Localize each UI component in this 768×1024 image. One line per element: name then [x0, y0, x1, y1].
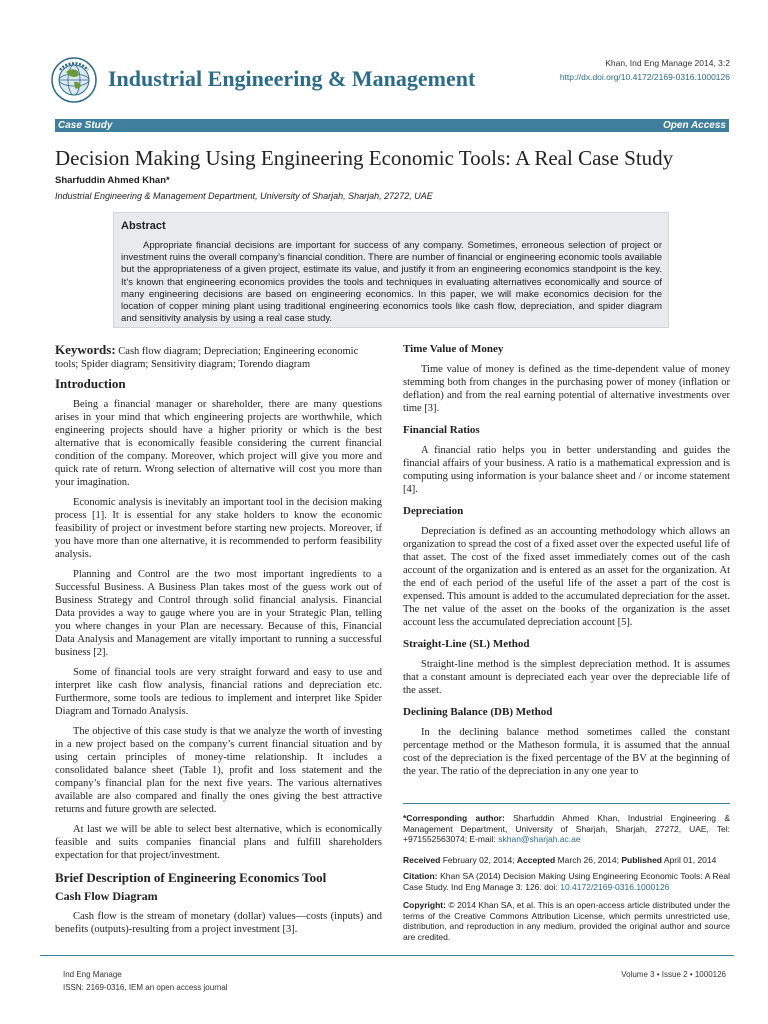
article-type-bar	[55, 119, 729, 132]
corresponding-author-note	[403, 813, 730, 845]
straight-line-heading: Straight-Line (SL) Method	[403, 638, 530, 650]
footer-divider	[40, 955, 734, 956]
keywords-text: Cash flow diagram; Depreciation; Engineering economic tools; Spider diagram; Sensitivity diagram; Torendo diagram	[55, 346, 359, 370]
paragraph: Cash flow is the stream of monetary (dollar) values—costs (inputs) and benefits (outputs)-resulting from a project investment [3].	[55, 911, 382, 935]
footer-issn: ISSN: 2169-0316, IEM an open access journal	[63, 983, 228, 992]
article-type-label: Case Study	[58, 120, 113, 131]
copyright-note	[403, 900, 730, 942]
left-column	[55, 377, 382, 943]
article-title: Decision Making Using Engineering Economic Tools: A Real Case Study	[55, 146, 674, 170]
paragraph: Time value of money is defined as the time-dependent value of money stemming both from changes in the purchasing power of money (inflation or deflation) and from the real earning potential of alternative investments over time [3].	[403, 364, 730, 414]
copyright-label: Copyright:	[403, 900, 446, 910]
introduction-heading: Introduction	[55, 376, 126, 391]
corresponding-text: Sharfuddin Ahmed Khan, Industrial Engineering & Management Department, University of Sharjah, Sharjah, 27272, UAE, Tel: +971552563074; E-mail:	[403, 813, 730, 844]
time-value-heading: Time Value of Money	[403, 343, 504, 355]
citation-label: Citation:	[403, 871, 438, 881]
footer-volume-issue: Volume 3 • Issue 2 • 1000126	[621, 970, 726, 979]
paragraph: Economic analysis is inevitably an important tool in the decision making process [1]. It is essential for any stake holders to know the economic feasibility of project or investment before starting new projects. Moreover, if you have more than one alternative, it is recommended to perform feasibility analysis.	[55, 497, 382, 560]
paragraph: A financial ratio helps you in better understanding and guides the financial affairs of your business. A ratio is a mathematical expression and is computing using information is your balance sheet and / or income statement [4].	[403, 445, 730, 495]
author-affiliation: Industrial Engineering & Management Department, University of Sharjah, Sharjah, 27272, UAE	[55, 191, 433, 201]
paragraph: Some of financial tools are very straight forward and easy to use and interpret like cash flow analysis, financial rations and depreciation etc. Furthermore, some tools are tedious to implement and interpret like Spider Diagram and Tornado Analysis.	[55, 667, 382, 717]
journal-logo	[50, 56, 98, 104]
citation-note	[403, 871, 730, 892]
citation-text: Khan SA (2014) Decision Making Using Engineering Economic Tools: A Real Case Study. Ind Eng Manage 3: 126. doi:	[403, 871, 730, 892]
keywords	[55, 343, 382, 371]
abstract-heading: Abstract	[121, 220, 166, 232]
published-date: April 01, 2014	[663, 855, 717, 865]
paragraph: The objective of this case study is that we analyze the worth of investing in a new project based on the company’s current financial situation and by using certain principles of money-time relationship. It includes a consolidated balance sheet (Table 1), profit and loss statement and the company’s financial plan for the next five years. The various alternatives available are also compared and finally the ones giving the best attractive returns and future growth are selected.	[55, 726, 382, 815]
paragraph: In the declining balance method sometimes called the constant percentage method or the Matheson formula, it is assumed that the annual cost of the depreciation is the fixed percentage of the BV at the beginning of the year. The ratio of the depreciation in any one year to	[403, 727, 730, 777]
financial-ratios-heading: Financial Ratios	[403, 424, 480, 436]
received-label: Received	[403, 855, 441, 865]
citation-doi-link[interactable]: 10.4172/2169-0316.1000126	[560, 881, 670, 892]
accepted-label: Accepted	[516, 855, 556, 865]
footnote-divider	[403, 803, 730, 804]
author-email-link[interactable]: skhan@sharjah.ac.ae	[498, 834, 581, 844]
received-date: February 02, 2014;	[442, 855, 515, 865]
copyright-text: © 2014 Khan SA, et al. This is an open-access article distributed under the terms of the Creative Commons Attribution License, which permits unrestricted use, distribution, and reproduction in any medium, provided the original author and source are credited.	[403, 900, 730, 942]
accepted-date: March 26, 2014;	[557, 855, 619, 865]
cash-flow-heading: Cash Flow Diagram	[55, 889, 158, 903]
paragraph: Being a financial manager or shareholder, there are many questions arises in your mind that which engineering projects are worthwhile, which engineering projects should have a higher priority or which is the best alternative that is economically feasible considering the current financial condition of the company. Moreover, which project will give you more and quick rate of return. Wrong selection of alternative will cost you more than your imagination.	[55, 399, 382, 488]
keywords-label: Keywords:	[55, 342, 116, 357]
open-access-label: Open Access	[663, 120, 726, 131]
right-column	[403, 343, 730, 785]
abstract-text: Appropriate financial decisions are important for success of any company. Sometimes, erroneous selection of project or investment ruins the overall company’s financial condition. There are number of financial or engineering economic tools available but the appropriateness of a given project, estimate its value, and justify it from an engineering economics standpoint is the key. It’s known that engineering economics provides the tools and techniques in evaluating alternatives economically and source of many engineering decisions are based on engineering economics. In this paper, we will make economics decision for the location of copper mining plant using traditional engineering economics tools like cash flow, depreciation, and spider diagram and sensitivity analysis by using a real case study.	[121, 240, 662, 325]
paragraph: At last we will be able to select best alternative, which is economically feasible and suits companies financial plans and fulfill shareholders expectation for that project/investment.	[55, 824, 382, 861]
journal-title: Industrial Engineering & Management	[108, 66, 476, 91]
declining-balance-heading: Declining Balance (DB) Method	[403, 706, 553, 718]
paragraph: Planning and Control are the two most important ingredients to a Successful Business. A Business Plan takes most of the guess work out of Business Strategy and Control through solid financial analysis. Financial Data provides a way to gauge where you are in your Strategic Plan, telling you where changes in your Plan are necessary. Because of this, Financial Data Analysis and Management are vitally important to running a successful business [2].	[55, 569, 382, 658]
paragraph: Straight-line method is the simplest depreciation method. It is assumes that a constant amount is depreciated each year over the depreciable life of the asset.	[403, 659, 730, 696]
author-name: Sharfuddin Ahmed Khan*	[55, 175, 170, 186]
header-doi-link[interactable]: http://dx.doi.org/10.4172/2169-0316.1000126	[559, 72, 730, 82]
header-citation: Khan, Ind Eng Manage 2014, 3:2	[605, 58, 730, 68]
depreciation-heading: Depreciation	[403, 505, 464, 517]
dates-note	[403, 855, 730, 866]
corresponding-label: *Corresponding author:	[403, 813, 505, 823]
brief-description-heading: Brief Description of Engineering Economics Tool	[55, 870, 327, 885]
paragraph: Depreciation is defined as an accounting methodology which allows an organization to spread the cost of a fixed asset over the expected useful life of that asset. The cost of the fixed asset immediately comes out of the cash account of the organization and is entered as an asset for the organization. At the end of each period of the useful life of the asset a part of the cost is expensed. This amount is added to the accumulated depreciation for the asset. The net value of the asset on the books of the organization is the asset account less the accumulated depreciation account [5].	[403, 526, 730, 628]
published-label: Published	[621, 855, 662, 865]
footer-journal-abbrev: Ind Eng Manage	[63, 970, 122, 979]
